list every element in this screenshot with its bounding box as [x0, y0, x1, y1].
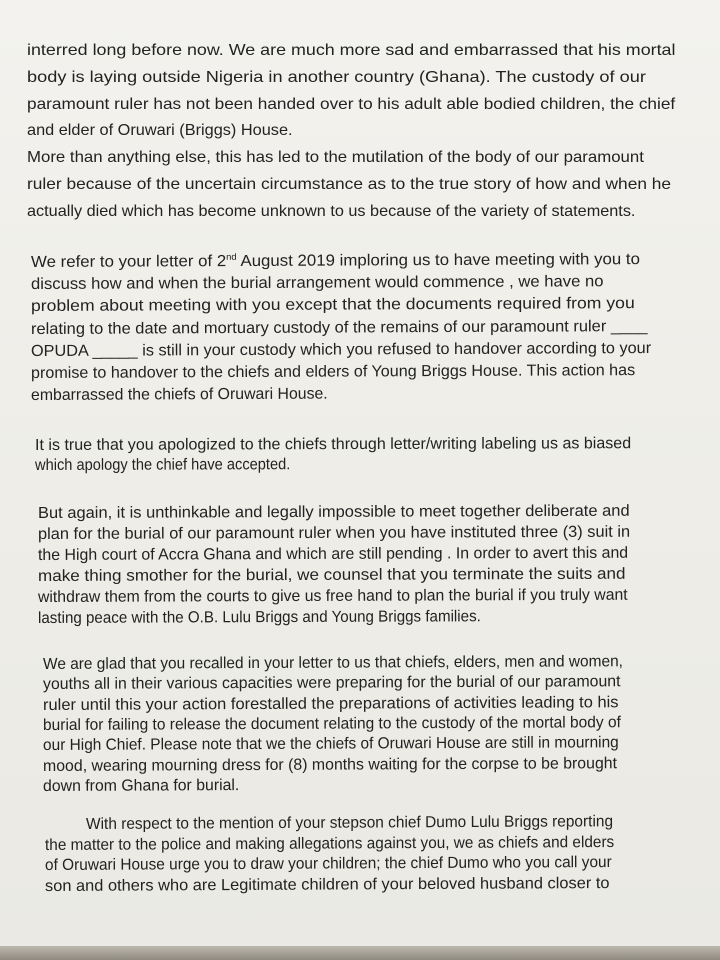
text-line: ruler because of the uncertain circumstance as to the true story of how and when he: [27, 176, 672, 193]
text-line: paramount ruler has not been handed over to his adult able bodied children, the chief: [27, 95, 676, 113]
text-line: lasting peace with the O.B. Lulu Briggs and Young Briggs families.: [37, 607, 481, 627]
text-line: promise to handover to the chiefs and elders of Young Briggs House. This action has: [30, 362, 636, 382]
text-line: of Oruwari House urge you to draw your children; the chief Dumo who you call your: [44, 854, 612, 875]
text-line: embarrassed the chiefs of Oruwari House.: [30, 385, 328, 405]
text-line: down from Ghana for burial.: [42, 776, 240, 795]
text-line: burial for failing to release the document relating to the custody of the mortal body of: [42, 714, 621, 734]
ordinal-suffix: nd: [226, 251, 237, 262]
text-segment: We refer to your letter of 2: [30, 253, 227, 271]
text-line: problem about meeting with you except that the documents required from you: [30, 295, 635, 316]
text-line: More than anything else, this has led to the mutilation of the body of our paramount: [27, 149, 644, 167]
text-line: the High court of Accra Ghana and which are still pending . In order to avert this and: [37, 544, 629, 564]
text-line: the matter to the police and making allegations against you, we as chiefs and elders: [44, 833, 615, 854]
text-line: relating to the date and mortuary custody of the remains of our paramount ruler ____: [30, 317, 648, 338]
text-line: interred long before now. We are much more sad and embarrassed that his mortal: [27, 42, 676, 59]
text-line: plan for the burial of our paramount ruler when you have instituted three (3) suit in: [37, 523, 631, 543]
text-line: [31, 251, 640, 272]
text-line: discuss how and when the burial arrangement would commence , we have no: [30, 273, 604, 294]
page-bottom-edge: [0, 946, 720, 960]
text-line: We are glad that you recalled in your letter to us that chiefs, elders, men and women,: [42, 653, 623, 673]
text-line: actually died which has become unknown to us because of the variety of statements.: [27, 202, 636, 220]
text-line: which apology the chief have accepted.: [34, 455, 291, 474]
text-line: our High Chief. Please note that we the chiefs of Oruwari House are still in mourning: [42, 734, 619, 755]
text-line: make thing smother for the burial, we counsel that you terminate the suits and: [37, 565, 626, 585]
text-line: ruler until this your action forestalled the preparations of activities leading to his: [42, 693, 619, 714]
text-line: son and others who are Legitimate children of your beloved husband closer to: [44, 874, 610, 895]
text-line: But again, it is unthinkable and legally impossible to meet together deliberate and: [37, 502, 630, 522]
text-line: It is true that you apologized to the chiefs through letter/writing labeling us as biased: [34, 435, 632, 454]
text-line: mood, wearing mourning dress for (8) months waiting for the corpse to be brought: [42, 754, 618, 775]
text-line: and elder of Oruwari (Briggs) House.: [27, 122, 293, 140]
text-line: youths all in their various capacities were preparing for the burial of our paramount: [42, 673, 621, 694]
text-line: body is laying outside Nigeria in another country (Ghana). The custody of our: [27, 68, 646, 86]
text-line: OPUDA _____ is still in your custody which you refused to handover according to your: [30, 339, 652, 360]
text-line: withdraw them from the courts to give us free hand to plan the burial if you truly want: [37, 586, 628, 606]
text-segment: August 2019 imploring us to have meeting with you to: [236, 251, 640, 271]
text-line: With respect to the mention of your stepson chief Dumo Lulu Briggs reporting: [85, 813, 614, 833]
